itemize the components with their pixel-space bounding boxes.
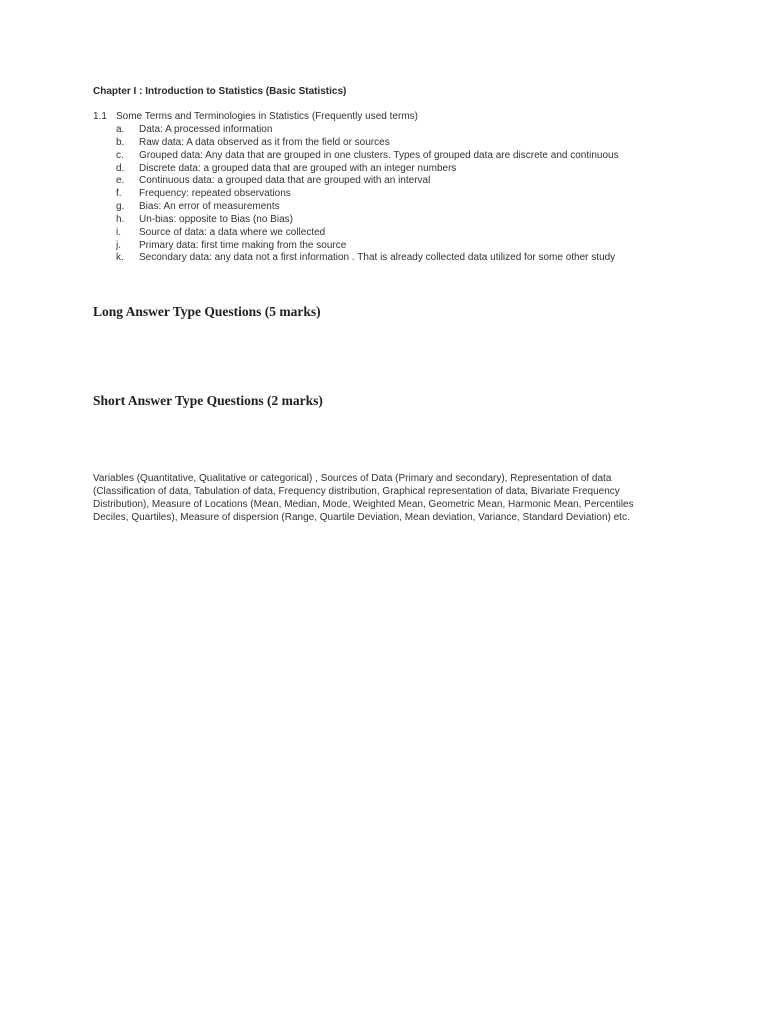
- list-item-text: Un-bias: opposite to Bias (no Bias): [139, 213, 293, 225]
- list-item-text: Source of data: a data where we collected: [139, 226, 326, 238]
- section-number: 1.1: [93, 111, 107, 122]
- list-item-text: Frequency: repeated observations: [139, 188, 291, 200]
- list-item-letter: b.: [116, 136, 125, 148]
- list-item: [116, 214, 619, 227]
- list-item-letter: g.: [116, 201, 125, 213]
- list-item-letter: f.: [116, 188, 122, 200]
- list-item: [116, 175, 619, 188]
- section-heading: [93, 111, 418, 122]
- list-item-letter: h.: [116, 213, 125, 225]
- list-item-text: Secondary data: any data not a first information . That is already collected data utilized for some other study: [139, 252, 616, 264]
- list-item-text: Raw data: A data observed as it from the field or sources: [139, 136, 390, 148]
- list-item: [116, 252, 619, 265]
- list-item-text: Discrete data: a grouped data that are grouped with an integer numbers: [139, 162, 457, 174]
- list-item-letter: i.: [116, 226, 121, 238]
- short-answer-heading: Short Answer Type Questions (2 marks): [93, 393, 323, 408]
- list-item: [116, 124, 619, 137]
- list-item: [116, 227, 619, 240]
- topics-paragraph: Variables (Quantitative, Qualitative or categorical) , Sources of Data (Primary and secondary), Representation of data (Classification of data, Tabulation of data, Frequency distribution, Graphical representation of data, Bivariate Frequency Distribution), Measure of Locations (Mean, Median, Mode, Weighted Mean, Geometric Mean, Harmonic Mean, Percentiles Deciles, Quartiles), Measure of dispersion (Range, Quartile Deviation, Mean deviation, Variance, Standard Deviation) etc.: [93, 473, 634, 523]
- list-item-text: Grouped data: Any data that are grouped in one clusters. Types of grouped data are discrete and continuous: [139, 149, 619, 161]
- list-item: [116, 188, 619, 201]
- list-item-text: Bias: An error of measurements: [139, 201, 280, 213]
- list-item: [116, 137, 619, 150]
- list-item-letter: k.: [116, 252, 124, 264]
- list-item-text: Data: A processed information: [139, 124, 273, 135]
- list-item: [116, 201, 619, 214]
- list-item: [116, 150, 619, 163]
- terms-list: [116, 124, 619, 265]
- list-item-letter: j.: [116, 239, 121, 251]
- list-item-letter: c.: [116, 149, 124, 161]
- long-answer-heading: Long Answer Type Questions (5 marks): [93, 304, 321, 319]
- list-item: [116, 163, 619, 176]
- list-item-letter: e.: [116, 175, 125, 187]
- list-item-text: Continuous data: a grouped data that are grouped with an interval: [139, 175, 431, 187]
- list-item-text: Primary data: first time making from the source: [139, 239, 347, 251]
- chapter-title: Chapter I : Introduction to Statistics (Basic Statistics): [93, 86, 347, 97]
- section-title: Some Terms and Terminologies in Statistics (Frequently used terms): [116, 111, 418, 122]
- list-item-letter: d.: [116, 162, 125, 174]
- list-item-letter: a.: [116, 124, 125, 135]
- list-item: [116, 240, 619, 253]
